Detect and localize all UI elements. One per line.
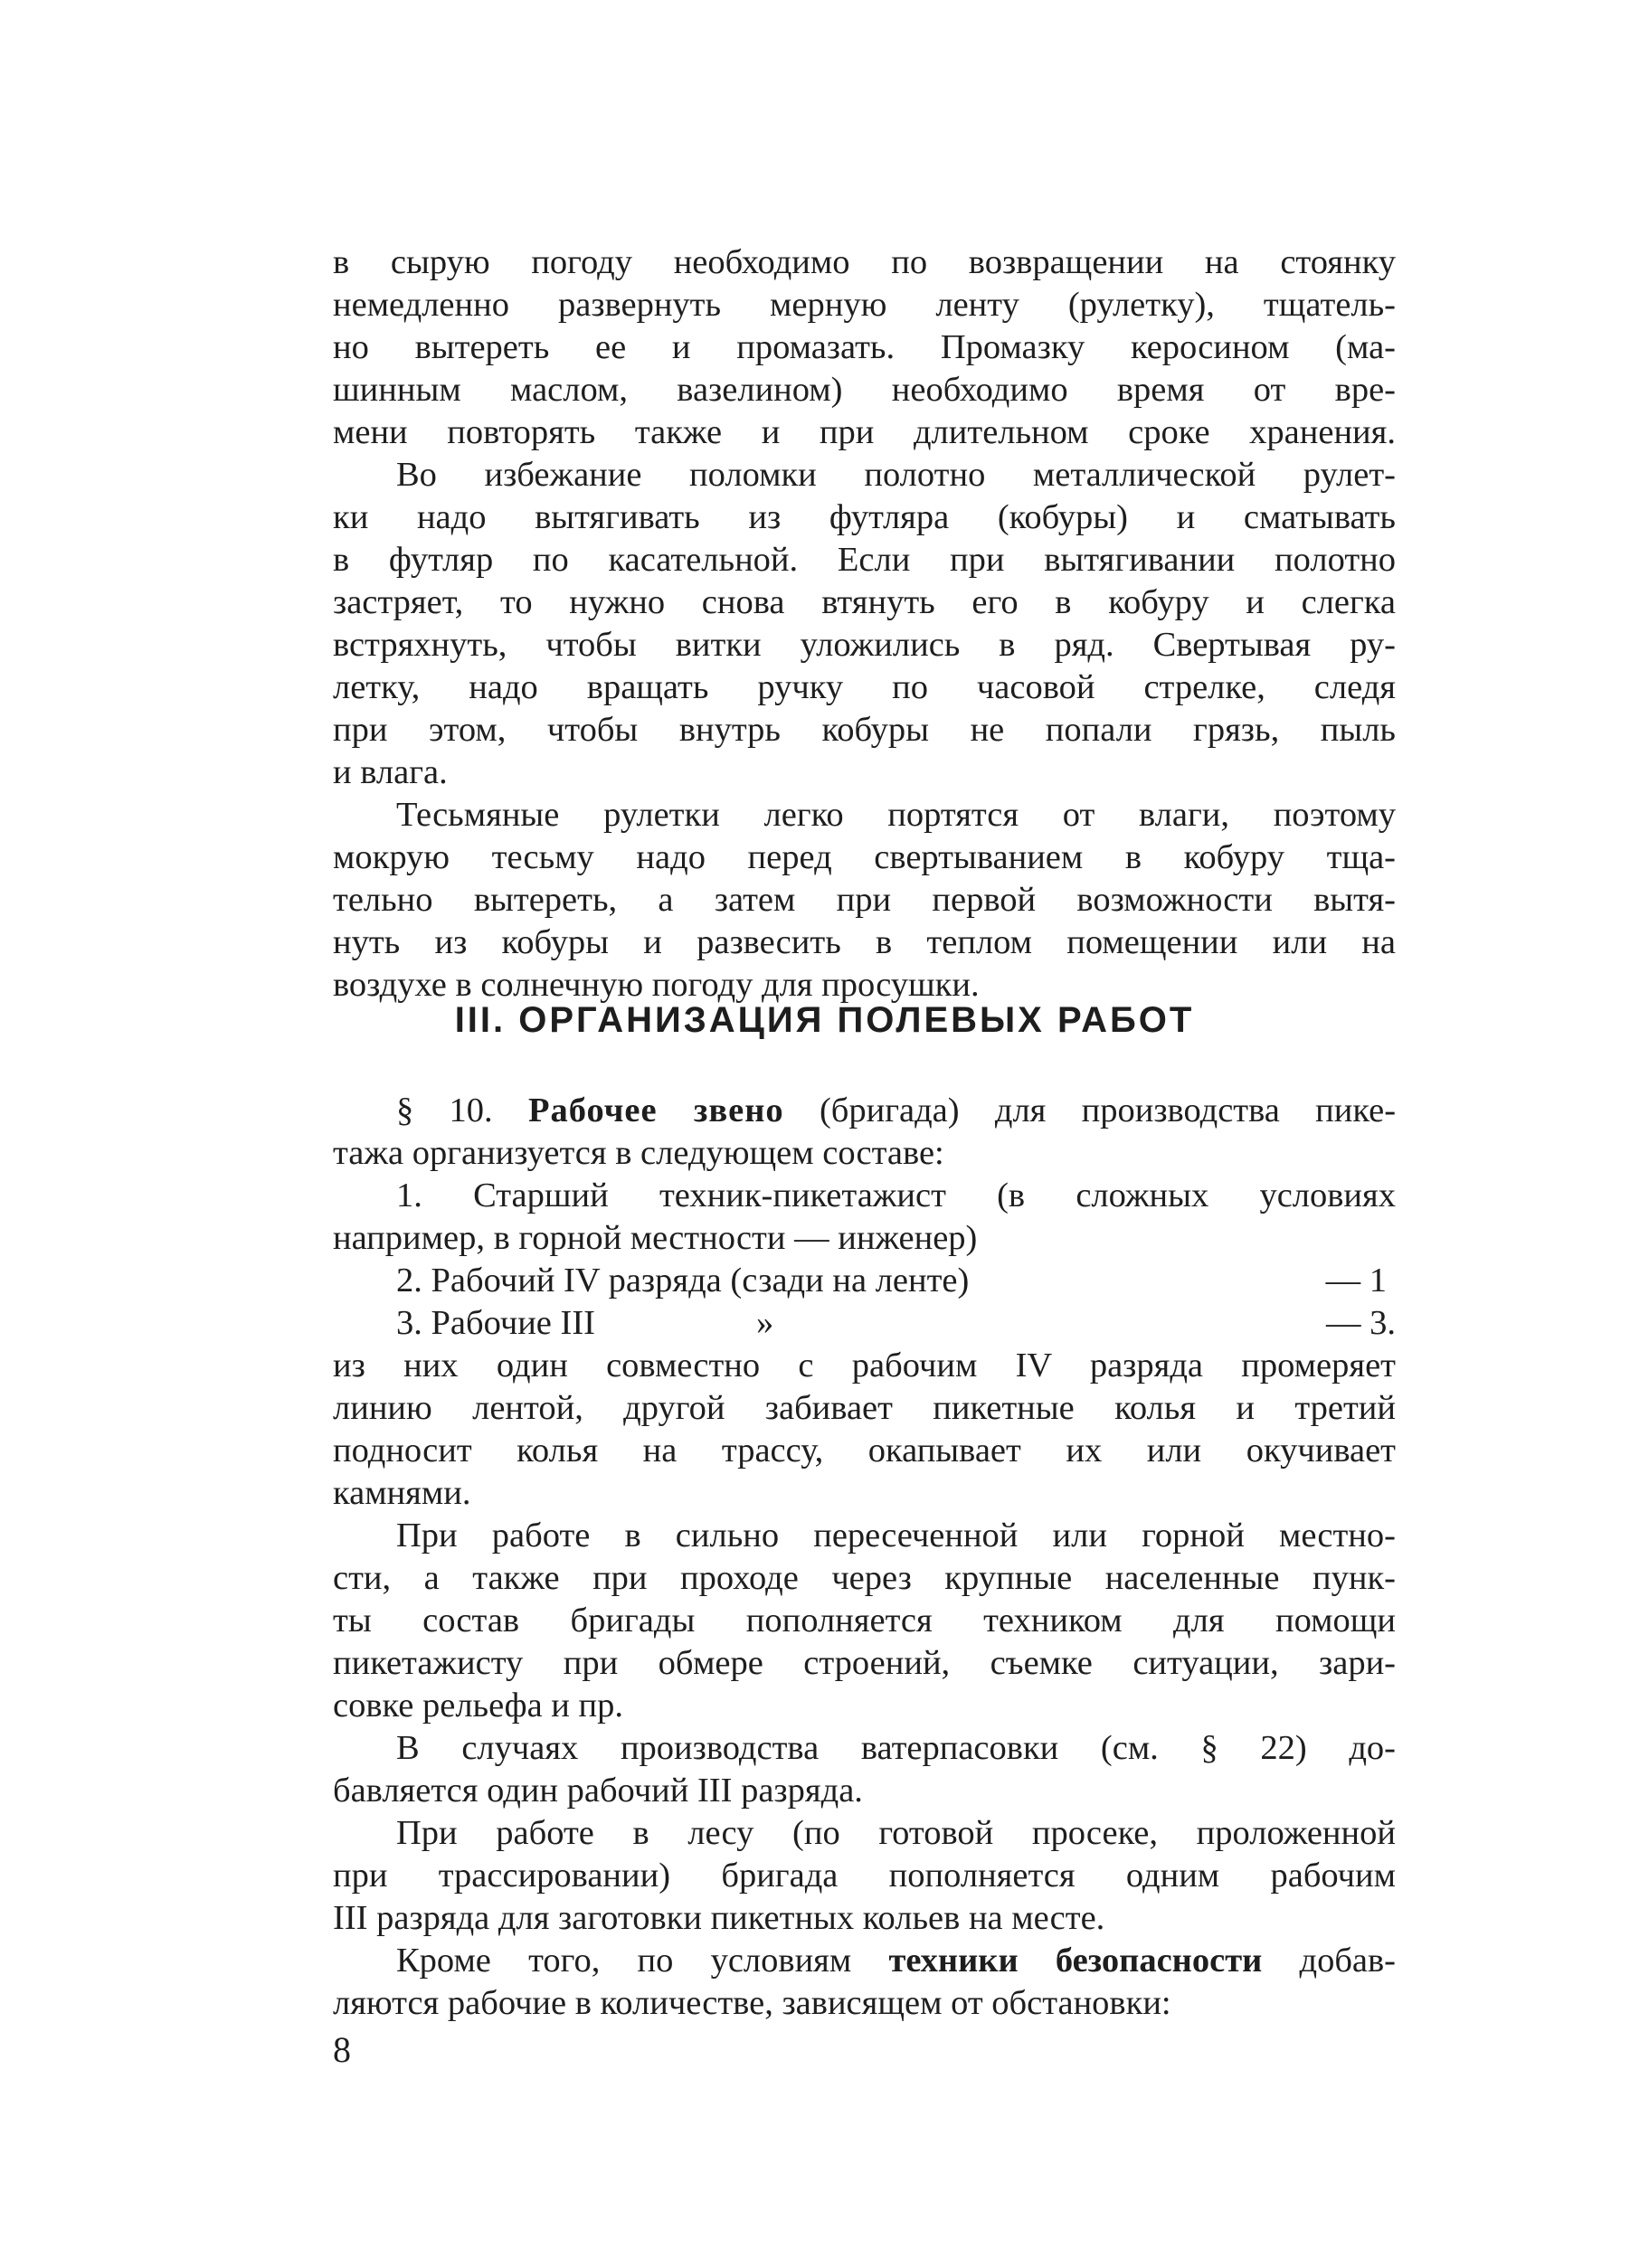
paragraph-8-bold: техники безопасности — [888, 1942, 1263, 1980]
paragraph-line: сти, а также при проходе через крупные населенные пунк- — [333, 1559, 1396, 1597]
paragraph-line: бавляется один рабочий III разряда. — [333, 1772, 863, 1810]
list-item-3-count: — 3. — [1326, 1304, 1396, 1342]
list-item-3-label: 3. Рабочие III — [396, 1304, 595, 1342]
paragraph-line: и влага. — [333, 753, 448, 791]
paragraph-line: застряет, то нужно снова втянуть его в кобуру и слегка — [333, 583, 1396, 621]
list-item-3 — [333, 1301, 1396, 1345]
ditto-mark: » — [756, 1304, 774, 1342]
paragraph-line: при этом, чтобы внутрь кобуры не попали грязь, пыль — [333, 711, 1396, 749]
paragraph-line: из них один совместно с рабочим IV разряда промеряет — [333, 1347, 1396, 1384]
list-item-2-count: — 1 — [1325, 1262, 1387, 1299]
paragraph-line: мени повторять также и при длительном сроке хранения. — [333, 413, 1396, 451]
paragraph-8-end: добав- — [1299, 1942, 1396, 1980]
paragraph-line: пикетажисту при обмере строений, съемке ситуации, зари- — [333, 1644, 1396, 1682]
paragraph-line: в сырую погоду необходимо по возвращении на стоянку — [333, 243, 1396, 281]
paragraph-line: совке рельефа и пр. — [333, 1687, 624, 1725]
list-item-2-label: 2. Рабочий IV разряда (сзади на ленте) — [396, 1262, 970, 1299]
paragraph-line: тельно вытереть, а затем при первой возможности вытя- — [333, 881, 1396, 919]
paragraph-8-line-1 — [333, 1939, 1396, 1982]
paragraph-line: нуть из кобуры и развесить в теплом помещении или на — [333, 923, 1396, 961]
paragraph-line: тажа организуется в следующем составе: — [333, 1134, 944, 1172]
paragraph-line: ки надо вытягивать из футляра (кобуры) и сматывать — [333, 498, 1396, 536]
section-10-line-1 — [333, 1089, 1396, 1132]
section-title: Рабочее звено — [527, 1091, 784, 1129]
paragraph-line: подносит колья на трассу, окапывает их или окучивает — [333, 1432, 1396, 1469]
section-heading: III. ОРГАНИЗАЦИЯ ПОЛЕВЫХ РАБОТ — [454, 1000, 1195, 1040]
paragraph-line: при трассировании) бригада пополняется одним рабочим — [333, 1857, 1396, 1895]
page-number: 8 — [333, 2029, 351, 2070]
paragraph-line: линию лентой, другой забивает пикетные колья и третий — [333, 1389, 1396, 1427]
paragraph-line: Тесьмяные рулетки легко портятся от влаги, поэтому — [396, 796, 1396, 834]
paragraph-line: немедленно развернуть мерную ленту (рулетку), тщатель- — [333, 286, 1396, 324]
list-item-1-line-2: например, в горной местности — инженер) — [333, 1219, 978, 1257]
paragraph-line: воздухе в солнечную погоду для просушки. — [333, 966, 980, 1004]
section-title-rest: (бригада) для производства пике- — [819, 1091, 1397, 1129]
paragraph-line: Во избежание поломки полотно металлической рулет- — [396, 456, 1396, 494]
paragraph-line: При работе в сильно пересеченной или горной местно- — [396, 1517, 1396, 1555]
paragraph-line: В случаях производства ватерпасовки (см. § 22) до- — [396, 1729, 1396, 1767]
paragraph-line: ты состав бригады пополняется техником для помощи — [333, 1602, 1396, 1640]
paragraph-line: но вытереть ее и промазать. Промазку керосином (ма- — [333, 328, 1396, 366]
paragraph-line: ляются рабочие в количестве, зависящем от обстановки: — [333, 1984, 1171, 2022]
section-number: § 10. — [396, 1091, 493, 1129]
list-item-1-line-1: 1. Старший техник-пикетажист (в сложных условиях — [396, 1177, 1396, 1214]
paragraph-line: шинным маслом, вазелином) необходимо время от вре- — [333, 371, 1396, 409]
paragraph-line: При работе в лесу (по готовой просеке, проложенной — [396, 1814, 1396, 1852]
paragraph-line: в футляр по касательной. Если при вытягивании полотно — [333, 541, 1396, 579]
paragraph-line: мокрую тесьму надо перед свертыванием в кобуру тща- — [333, 838, 1396, 876]
paragraph-8-start: Кроме того, по условиям — [396, 1942, 852, 1980]
paragraph-line: летку, надо вращать ручку по часовой стрелке, следя — [333, 668, 1396, 706]
paragraph-line: III разряда для заготовки пикетных кольев на месте. — [333, 1899, 1105, 1937]
paragraph-line: камнями. — [333, 1474, 471, 1512]
paragraph-line: встряхнуть, чтобы витки уложились в ряд. Свертывая ру- — [333, 626, 1396, 664]
list-item-2 — [333, 1259, 1396, 1302]
